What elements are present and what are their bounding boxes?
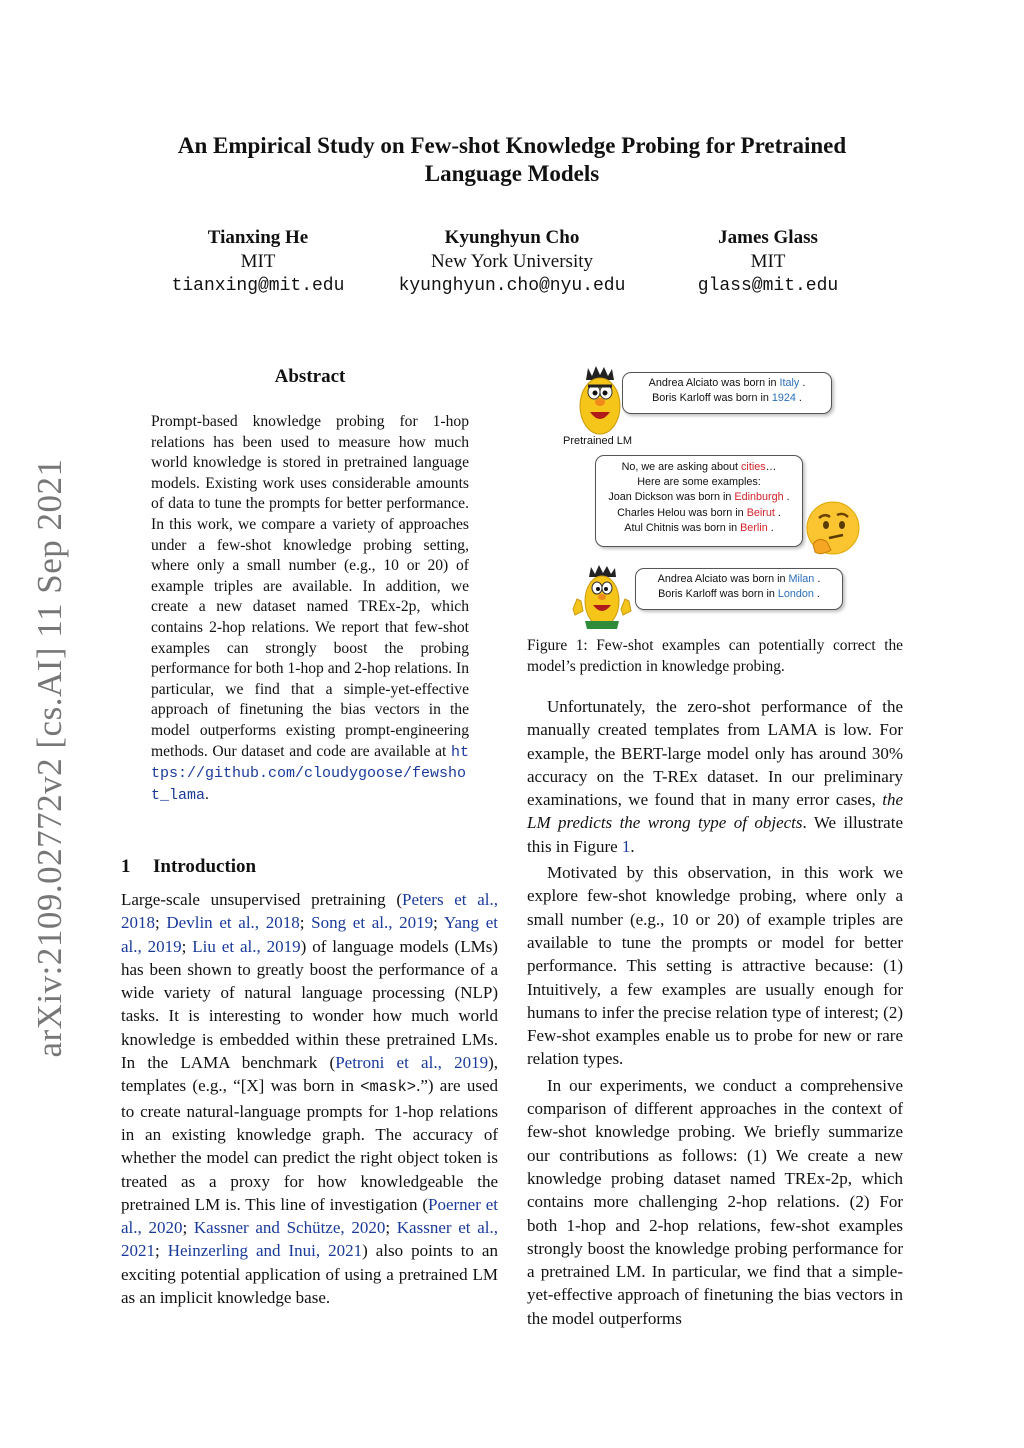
citation[interactable]: Peters et al., 2018 [121, 890, 498, 933]
author-email: tianxing@mit.edu [171, 276, 345, 296]
abstract-text: Prompt-based knowledge probing for 1-hop relations has been used to measure how much world knowledge is stored in pretrained language models. Existing work uses considerable amounts of data to tune the prompts for better performance. In this work, we compare a variety of approaches under a few-shot knowledge probing setting, where only a small number (e.g., 10 or 20) of example triples are available. In addition, we create a new dataset named TREx-2p, which contains 2-hop relations. We report that few-shot examples can strongly boost the probing performance for both 1-hop and 2-hop relations. In particular, we find that a simple-yet-effective approach of finetuning the bias vectors in the model outperforms existing prompt-engineering methods. Our dataset and code are available at [151, 413, 469, 760]
figure-1 [527, 360, 903, 635]
intro-paragraph-3: Motivated by this observation, in this work we explore few-shot knowledge probing, where only a small number (e.g., 10 or 20) of example triples are available to tune the prompts or model for better performance. This setting is attractive because: (1) Intuitively, a few examples are usually enough for humans to infer the precise relation type of interest; (2) Few-shot examples enable us to probe for new or rare relation types. [527, 863, 903, 1069]
author-name: James Glass [718, 227, 818, 248]
intro-left-column [121, 888, 498, 1309]
code-link[interactable]: https://github.com/cloudygoose/fewshot_lama [151, 743, 469, 804]
intro-paragraph-4: In our experiments, we conduct a comprehensive comparison of different approaches in the context of few-shot knowledge probing. We briefly summarize our contributions as follows: (1) We create a new knowledge probing dataset named TREx-2p, which contains more challenging 2-hop relations. (2) For both 1-hop and 2-hop relations, few-shot examples strongly boost the knowledge probing performance for a pretrained LM. In particular, we find that a simple-yet-effective approach of finetuning the bias vectors in the model outperforms [527, 1075, 903, 1328]
section-number: 1 [121, 856, 131, 877]
pretrained-lm-character-icon [574, 366, 626, 436]
thinking-face-icon [805, 500, 861, 556]
mask-token: <mask> [360, 1078, 417, 1097]
author-name: Kyunghyun Cho [444, 227, 580, 248]
author-affiliation: MIT [240, 251, 276, 272]
author-2 [372, 226, 652, 298]
intro-paragraph-1: Large-scale unsupervised pretraining (Peters et al., 2018; Devlin et al., 2018; Song et al., 2019; Yang et al., 2019; Liu et al., 2019) of language models (LMs) has been shown to greatly boost the performance of a wide variety of natural language processing (NLP) tasks. It is interesting to wonder how much world knowledge is embedded within these pretrained LMs. In the LAMA benchmark (Petroni et al., 2019), templates (e.g., “[X] was born in <mask>.”) are used to create natural-language prompts for 1-hop relations in an existing knowledge graph. The accuracy of whether the model can predict the right object token is treated as a proxy for how knowledgeable the pretrained LM is. This line of investigation (Poerner et al., 2020; Kassner and Schütze, 2020; Kassner et al., 2021; Heinzerling and Inui, 2021) also points to an exciting potential application of using a pretrained LM as an implicit knowledge base. [121, 890, 499, 1308]
citation[interactable]: Poerner et al., 2020 [121, 1194, 499, 1238]
author-affiliation: New York University [430, 251, 594, 272]
figure-1-caption: Figure 1: Few-shot examples can potentially correct the model’s prediction in knowledge probing. [527, 637, 903, 675]
happy-lm-character-icon [571, 565, 633, 629]
citation[interactable]: Kassner et al., 2021 [121, 1218, 498, 1261]
speech-bubble-corrected-prediction: Andrea Alciato was born in Milan . Boris Karloff was born in London . [635, 568, 843, 610]
arxiv-id: arXiv:2109.02772v2 [cs.AI] 11 Sep 2021 [30, 458, 69, 1058]
citation[interactable]: Devlin et al., 2018 [166, 913, 300, 933]
author-email: kyunghyun.cho@nyu.edu [398, 276, 626, 296]
abstract-body: Prompt-based knowledge probing for 1-hop relations has been used to measure how much world knowledge is stored in pretrained language models. Existing work uses considerable amounts of data to tune the prompts for better performance. In this work, we compare a variety of approaches under a few-shot knowledge probing setting, where only a small number (e.g., 10 or 20) of example triples are available. In addition, we create a new dataset named TREx-2p, which contains 2-hop relations. We report that few-shot examples can strongly boost the probing performance for both 1-hop and 2-hop relations. In particular, we find that a simple-yet-effective approach of finetuning the bias vectors in the model outperforms existing prompt-engineering methods. Our dataset and code are available at https://github.com/cloudygoose/fewshot_lama. [151, 413, 469, 804]
speech-bubble-few-shot-examples: No, we are asking about cities… Here are some examples: Joan Dickson was born in Edinburgh . Charles Helou was born in Beirut . Atul Chitnis was born in Berlin . [595, 455, 803, 547]
author-3 [668, 226, 868, 298]
intro-right-column [527, 695, 903, 1330]
figure-reference[interactable]: 1 [621, 836, 631, 856]
citation[interactable]: Yang et al., 2019 [121, 913, 499, 956]
author-name: Tianxing He [207, 227, 309, 248]
speech-bubble-initial-prediction: Andrea Alciato was born in Italy . Boris Karloff was born in 1924 . [622, 372, 832, 414]
author-email: glass@mit.edu [697, 276, 839, 296]
emphasis-text: the LM predicts the wrong type of objects [527, 790, 903, 833]
intro-paragraph-2: Unfortunately, the zero-shot performance of the manually created templates from LAMA is low. For example, the BERT-large model only has around 30% accuracy on the T-REx dataset. In our preliminary examinations, we found that in many error cases, the LM predicts the wrong type of objects. We illustrate this in Figure 1. [527, 697, 903, 856]
citation[interactable]: Liu et al., 2019 [192, 936, 301, 956]
citation[interactable]: Song et al., 2019 [311, 913, 434, 933]
section-heading-introduction [121, 856, 256, 878]
author-affiliation: MIT [750, 251, 786, 272]
pretrained-lm-label: Pretrained LM [563, 435, 633, 447]
paper-title: An Empirical Study on Few-shot Knowledge Probing for Pretrained Language Models [177, 133, 847, 186]
citation[interactable]: Kassner and Schütze, 2020 [193, 1218, 386, 1238]
section-title: Introduction [153, 856, 257, 877]
abstract-heading: Abstract [274, 366, 346, 387]
author-1 [158, 226, 358, 298]
citation[interactable]: Petroni et al., 2019 [335, 1053, 489, 1073]
citation[interactable]: Heinzerling and Inui, 2021 [167, 1241, 363, 1261]
